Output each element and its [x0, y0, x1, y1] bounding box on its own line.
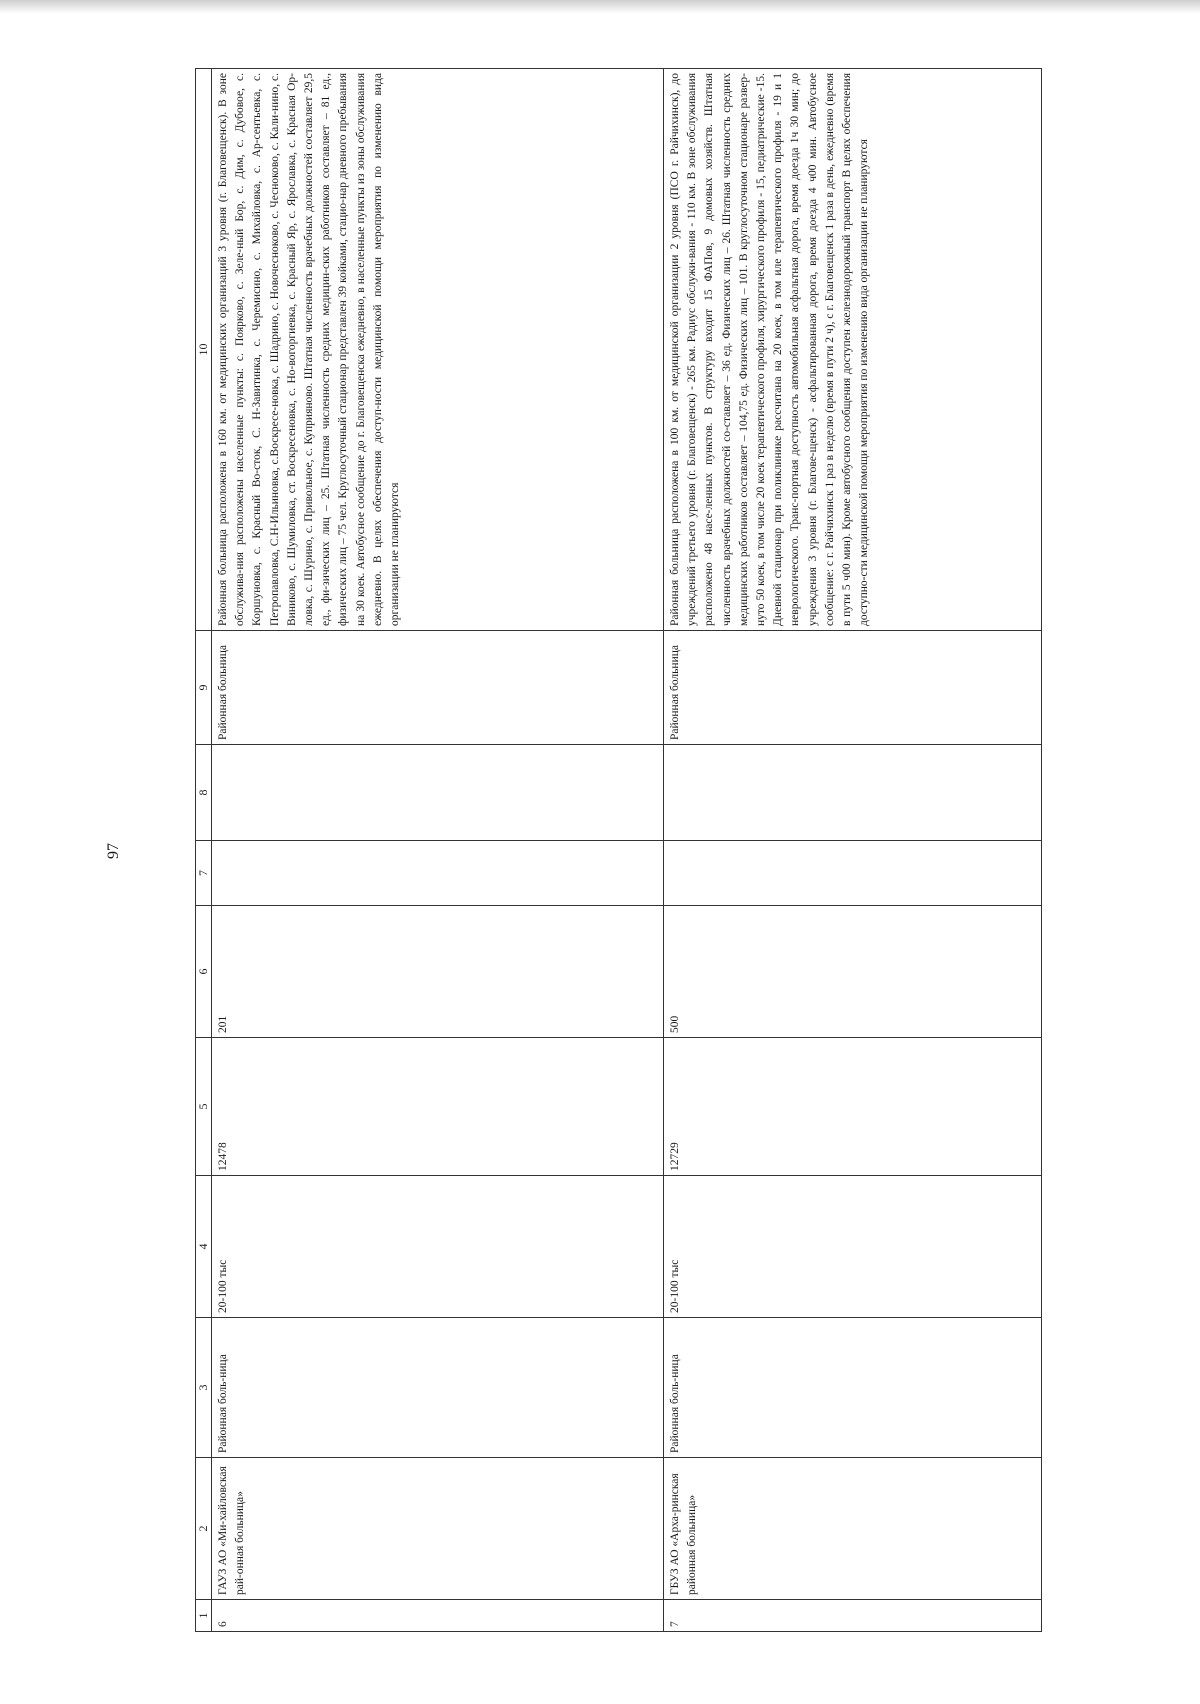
row-number: 6 [212, 1600, 664, 1632]
header-cell: 8 [196, 745, 212, 841]
header-cell: 4 [196, 1176, 212, 1318]
header-cell: 9 [196, 631, 212, 745]
table-row [664, 69, 1042, 1632]
description: Районная больница расположена в 100 км. от медицинской организации 2 уровня (ПСО г. Райчихинск), до учреждений третьего уровня (г. Благовещенск) - 265 км. Радиус обслужи-вания - 110 км. В зоне обслуживания расположено 48 насе-ленных пунктов. В структуру входит 15 ФАПов, 9 домовых хозяйств. Штатная численность врачебных должностей со-ставляет – 36 ед. Физических лиц – 26. Штатная численность средних медицинских работников составляет – 104,75 ед. Физических лиц – 101. В круглосуточном стационаре развер-нуто 50 коек, в том числе 20 коек терапевтического профиля, хирургического профиля - 15, педиатрические -15. Дневной стационар при поликлинике рассчитана на 20 коек, в том иле терапевтического профиля - 19 и 1 неврологического. Транс-портная доступность автомобильная асфальтная дорога, время доезда 1ч 30 мин; до учреждения 3 уровня (г. Благове-щенск) - асфальтированная дорога, время доезда 4 ч00 мин. Автобусное сообщение: с г. Райчихинск 1 раз в неделю (время в пути 2 ч), с г. Благовещенск 1 раза в день, ежедневно (время в пути 5 ч00 мин). Кроме автобусного сообщения доступен железнодорожный транспорт В целях обеспечения доступно-сти медицинской помощи мероприятия по изменению вида организации не планируются [664, 69, 1042, 631]
header-cell: 6 [196, 906, 212, 1038]
header-cell: 2 [196, 1458, 212, 1600]
population-range: 20-100 тыс [212, 1176, 664, 1318]
population-value: 12729 [664, 1038, 1042, 1176]
rotated-table-container [195, 69, 1042, 1632]
header-cell: 1 [196, 1600, 212, 1632]
organization-type: Районная боль-ница [212, 1318, 664, 1458]
population-range: 20-100 тыс [664, 1176, 1042, 1318]
scan-top-edge [0, 0, 1200, 14]
page-number: 97 [105, 843, 122, 859]
header-row [196, 69, 212, 1632]
column-8-value [664, 745, 1042, 841]
table-row [212, 69, 664, 1632]
population-value: 12478 [212, 1038, 664, 1176]
column-7-value [212, 841, 664, 906]
description: Районная больница расположена в 160 км. от медицинских организаций 3 уровня (г. Благовещенск). В зоне обслужива-ния расположены населенные пункты: с. Поярково, с. Зеле-ный Бор, с. Дим, с. Дубовое, с. Коршуновка, с. Красный Во-сток, С. Н-Завитинка, с. Черемисино, с. Михайловка, с. Ар-сентьевка, с. Петропавловка, С.Н-Ильиновка, с.Воскресе-новка, с. Шадрино, с. Новочесноково, с. Чесноково, с. Кали-нино, с. Виниково, с. Шумиловка, ст. Воскресеновка, с. Но-вогоргиевка, с. Красный Яр, с. Ярославка, с. Красная Ор-ловка, с. Шурино, с. Привольное, с. Куприяново. Штатная численность врачебных должностей составляет 29,5 ед., фи-зических лиц – 25. Штатная численность средних медицин-ских работников составляет – 81 ед., физических лиц – 75 чел. Круглосуточный стационар представлен 39 койками, стацио-нар дневного пребывания на 30 коек. Автобусное сообщение до г. Благовещенска ежедневно, в населенные пункты из зоны обслуживания ежедневно. В целях обеспечения доступ-ности медицинской помощи мероприятия по изменению вида организации не планируются [212, 69, 664, 631]
organization-name: ГАУЗ АО «Ми-хайловская рай-онная больница» [212, 1458, 664, 1600]
planned-type: Районная больница [664, 631, 1042, 745]
column-6-value: 201 [212, 906, 664, 1038]
organization-name: ГБУЗ АО «Арха-ринская районная больница» [664, 1458, 1042, 1600]
column-7-value [664, 841, 1042, 906]
hospital-table [195, 68, 1042, 1632]
column-6-value: 500 [664, 906, 1042, 1038]
column-8-value [212, 745, 664, 841]
header-cell: 10 [196, 69, 212, 631]
header-cell: 7 [196, 841, 212, 906]
row-number: 7 [664, 1600, 1042, 1632]
header-cell: 5 [196, 1038, 212, 1176]
header-cell: 3 [196, 1318, 212, 1458]
organization-type: Районная боль-ница [664, 1318, 1042, 1458]
planned-type: Районная больница [212, 631, 664, 745]
